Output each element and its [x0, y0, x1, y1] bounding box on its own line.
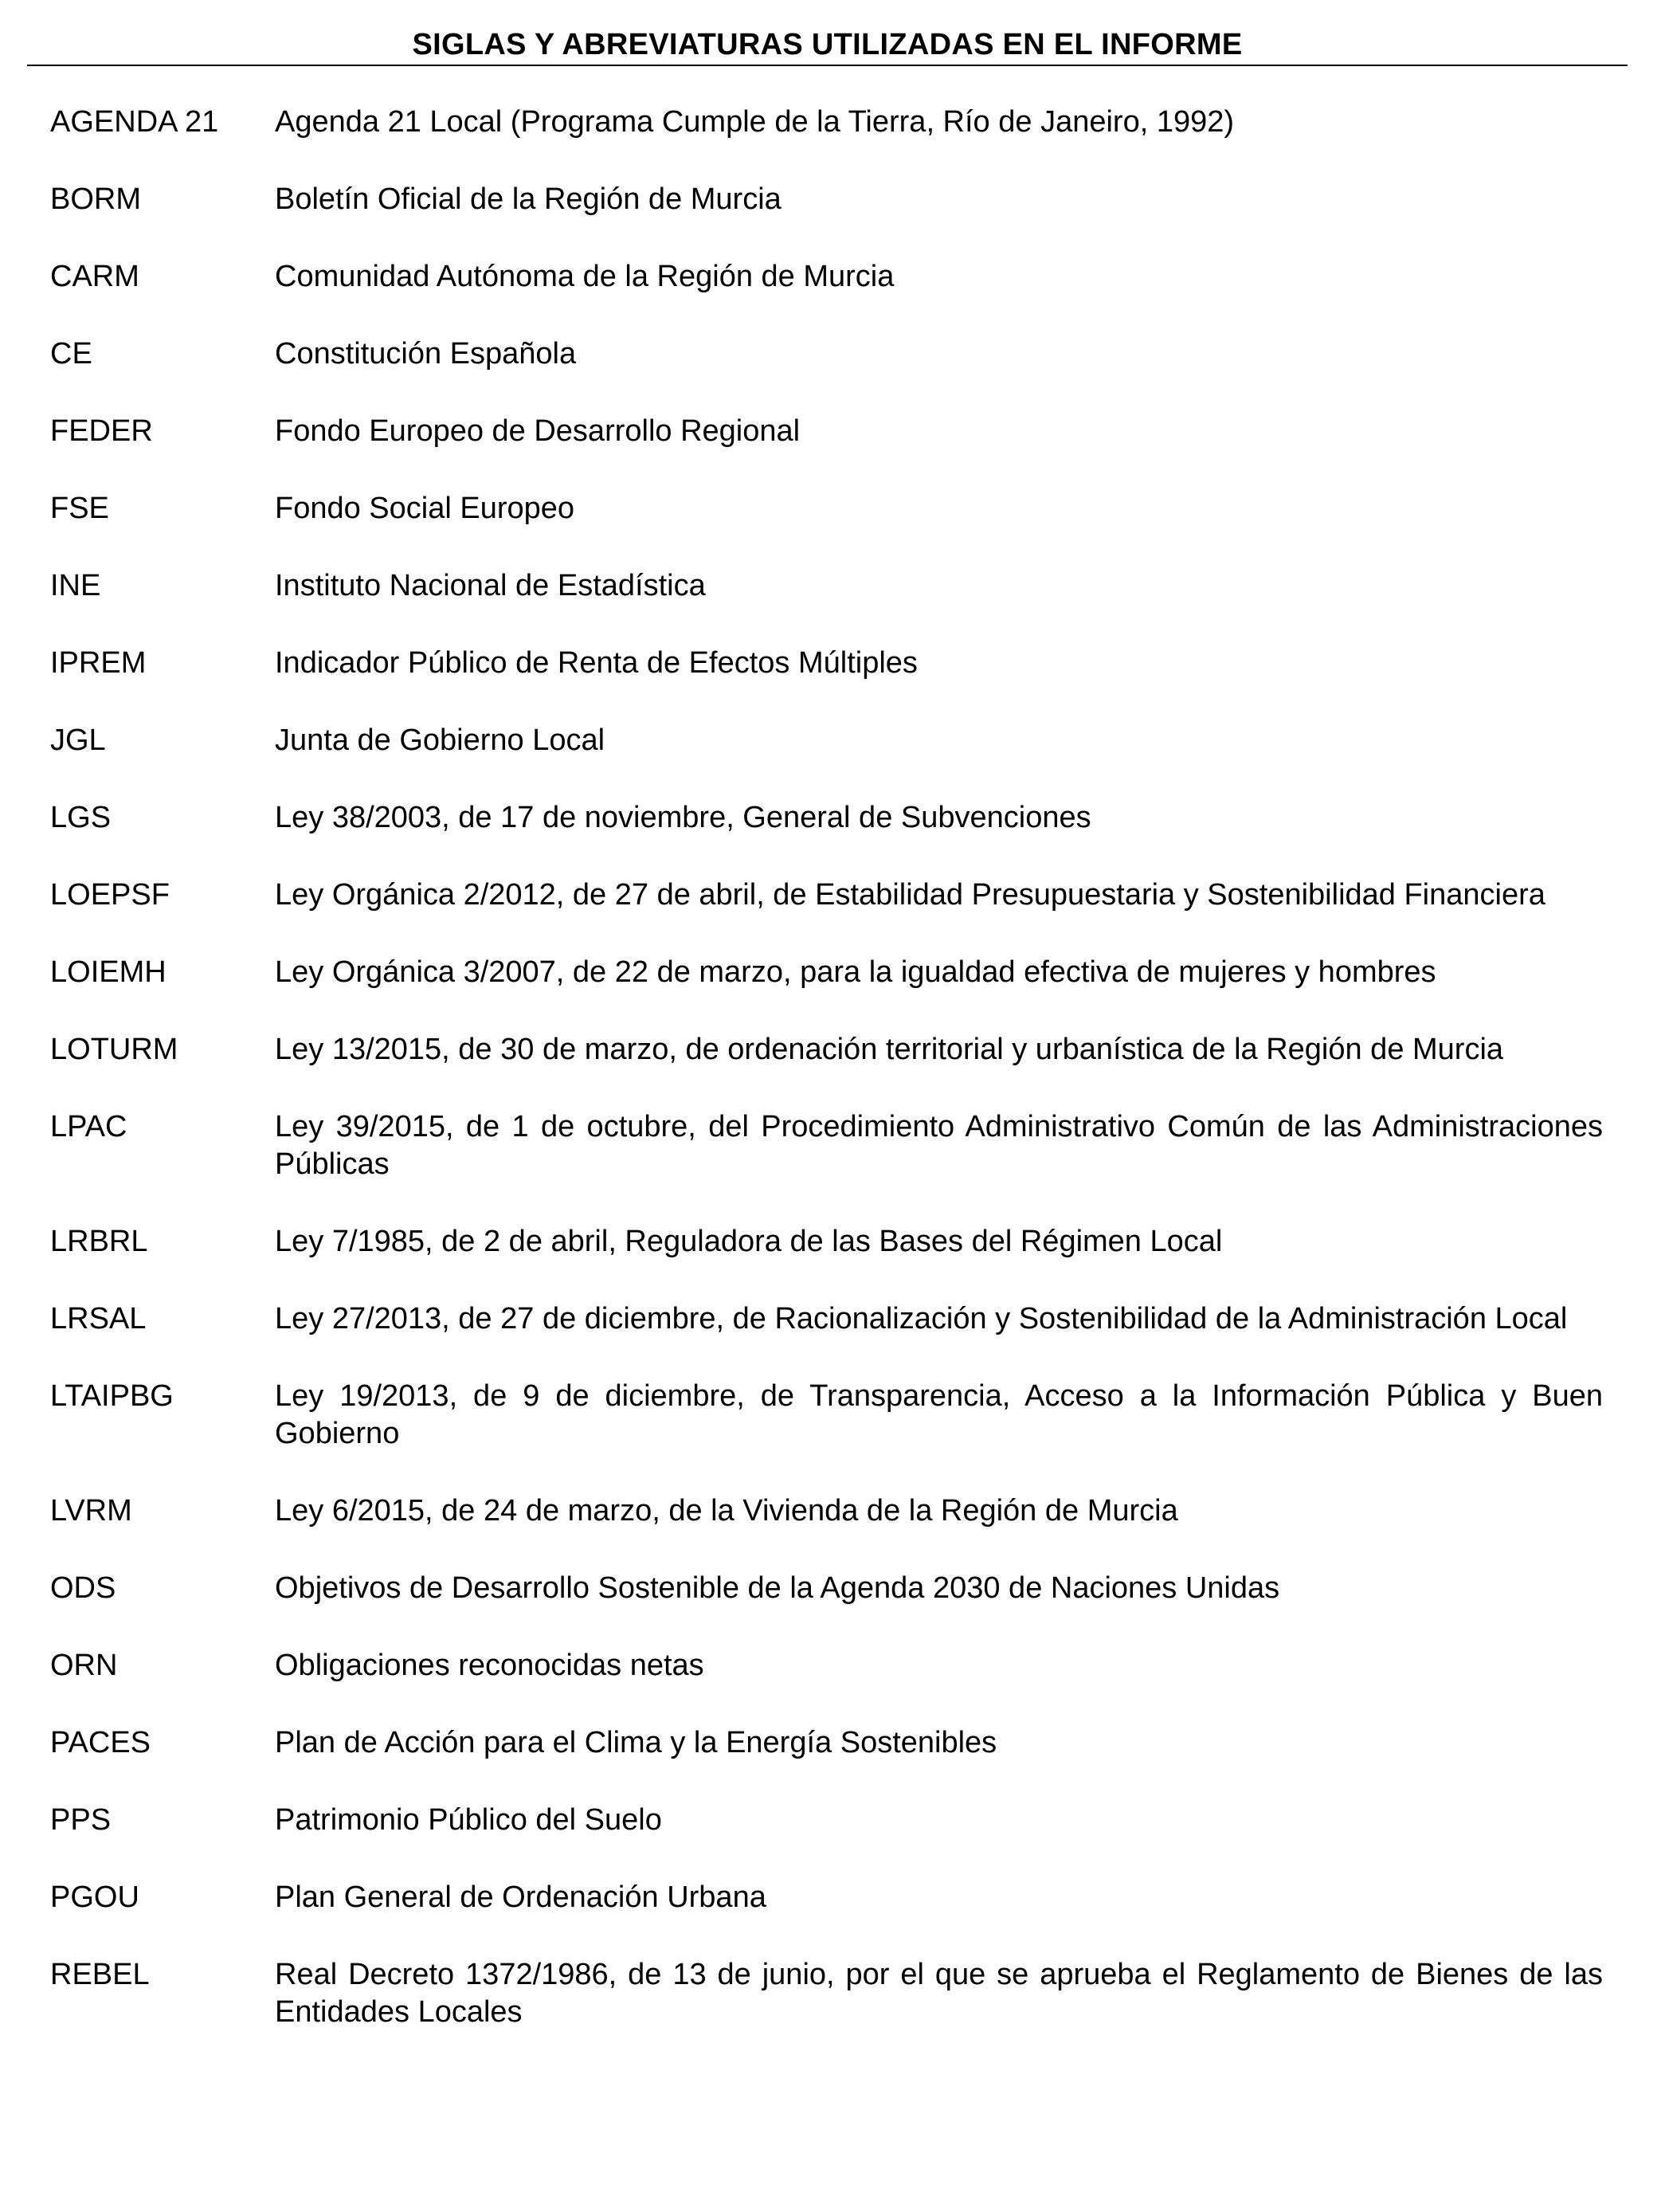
abbreviation: CE — [50, 337, 92, 371]
list-item — [0, 1724, 1661, 1762]
abbreviation: JGL — [50, 724, 106, 757]
abbreviation: LRSAL — [50, 1302, 147, 1335]
list-item — [0, 722, 1661, 759]
list-item — [0, 181, 1661, 218]
list-item — [0, 258, 1661, 296]
list-item — [0, 104, 1661, 141]
definition: Fondo Social Europeo — [275, 492, 575, 525]
list-item — [0, 335, 1661, 373]
definition: Objetivos de Desarrollo Sostenible de la Agenda 2030 de Naciones Unidas — [275, 1571, 1280, 1605]
abbreviation: ORN — [50, 1649, 118, 1682]
abbreviation: PGOU — [50, 1881, 139, 1914]
definition: Indicador Público de Renta de Efectos Múltiples — [275, 646, 918, 680]
list-item — [0, 645, 1661, 682]
definition: Ley 7/1985, de 2 de abril, Reguladora de las Bases del Régimen Local — [275, 1225, 1223, 1258]
list-item — [0, 1570, 1661, 1607]
definition: Ley 19/2013, de 9 de diciembre, de Transparencia, Acceso a la Información Pública y Buen Gobierno — [275, 1379, 1603, 1450]
list-item — [0, 1031, 1661, 1069]
abbreviation: LPAC — [50, 1110, 127, 1143]
abbreviation: PPS — [50, 1803, 112, 1837]
definition: Constitución Española — [275, 337, 577, 371]
definition: Agenda 21 Local (Programa Cumple de la Tierra, Río de Janeiro, 1992) — [275, 105, 1235, 139]
definition: Comunidad Autónoma de la Región de Murcia — [275, 260, 895, 293]
abbreviation: LGS — [50, 801, 112, 834]
abbreviation: ODS — [50, 1571, 116, 1605]
list-item — [0, 413, 1661, 450]
abbreviation: LRBRL — [50, 1225, 148, 1258]
definition: Ley 13/2015, de 30 de marzo, de ordenación territorial y urbanística de la Región de Murcia — [275, 1033, 1504, 1066]
abbreviation: BORM — [50, 182, 141, 216]
abbreviation: REBEL — [50, 1958, 150, 1991]
definition: Plan General de Ordenación Urbana — [275, 1881, 766, 1914]
list-item — [0, 1378, 1661, 1453]
abbreviation: FEDER — [50, 414, 153, 448]
definition: Obligaciones reconocidas netas — [275, 1649, 704, 1682]
definition: Plan de Acción para el Clima y la Energía Sostenibles — [275, 1726, 997, 1759]
abbreviation: LTAIPBG — [50, 1379, 174, 1413]
abbreviation-list — [0, 104, 1661, 2071]
definition: Ley Orgánica 3/2007, de 22 de marzo, para la igualdad efectiva de mujeres y hombres — [275, 955, 1436, 989]
definition: Junta de Gobierno Local — [275, 724, 605, 757]
definition: Ley 39/2015, de 1 de octubre, del Procedimiento Administrativo Común de las Administraciones Públicas — [275, 1110, 1603, 1181]
list-item — [0, 1956, 1661, 2031]
list-item — [0, 1300, 1661, 1338]
abbreviation: LOIEMH — [50, 955, 166, 989]
list-item — [0, 799, 1661, 837]
abbreviation: LVRM — [50, 1494, 132, 1528]
definition: Patrimonio Público del Suelo — [275, 1803, 662, 1837]
page-title: SIGLAS Y ABREVIATURAS UTILIZADAS EN EL INFORME — [412, 28, 1243, 61]
list-item — [0, 1492, 1661, 1530]
definition: Ley Orgánica 2/2012, de 27 de abril, de Estabilidad Presupuestaria y Sostenibilidad Financiera — [275, 878, 1545, 912]
abbreviation: AGENDA 21 — [50, 105, 219, 139]
list-item — [0, 1802, 1661, 1839]
abbreviation: PACES — [50, 1726, 151, 1759]
definition: Ley 38/2003, de 17 de noviembre, General de Subvenciones — [275, 801, 1091, 834]
list-item — [0, 1879, 1661, 1916]
abbreviation: CARM — [50, 260, 139, 293]
list-item — [0, 1647, 1661, 1684]
definition: Boletín Oficial de la Región de Murcia — [275, 182, 782, 216]
abbreviation: LOTURM — [50, 1033, 178, 1066]
title-underline — [27, 65, 1628, 66]
definition: Ley 6/2015, de 24 de marzo, de la Vivienda de la Región de Murcia — [275, 1494, 1178, 1528]
definition: Instituto Nacional de Estadística — [275, 569, 706, 602]
list-item — [0, 490, 1661, 528]
list-item — [0, 1108, 1661, 1183]
definition: Real Decreto 1372/1986, de 13 de junio, por el que se aprueba el Reglamento de Bienes de las Entidades Locales — [275, 1958, 1603, 2029]
abbreviation: IPREM — [50, 646, 147, 680]
list-item — [0, 877, 1661, 914]
list-item — [0, 1223, 1661, 1261]
abbreviation: INE — [50, 569, 101, 602]
definition: Ley 27/2013, de 27 de diciembre, de Racionalización y Sostenibilidad de la Administración Local — [275, 1302, 1568, 1335]
definition: Fondo Europeo de Desarrollo Regional — [275, 414, 801, 448]
abbreviation: FSE — [50, 492, 109, 525]
abbreviation: LOEPSF — [50, 878, 170, 912]
list-item — [0, 954, 1661, 991]
list-item — [0, 567, 1661, 605]
